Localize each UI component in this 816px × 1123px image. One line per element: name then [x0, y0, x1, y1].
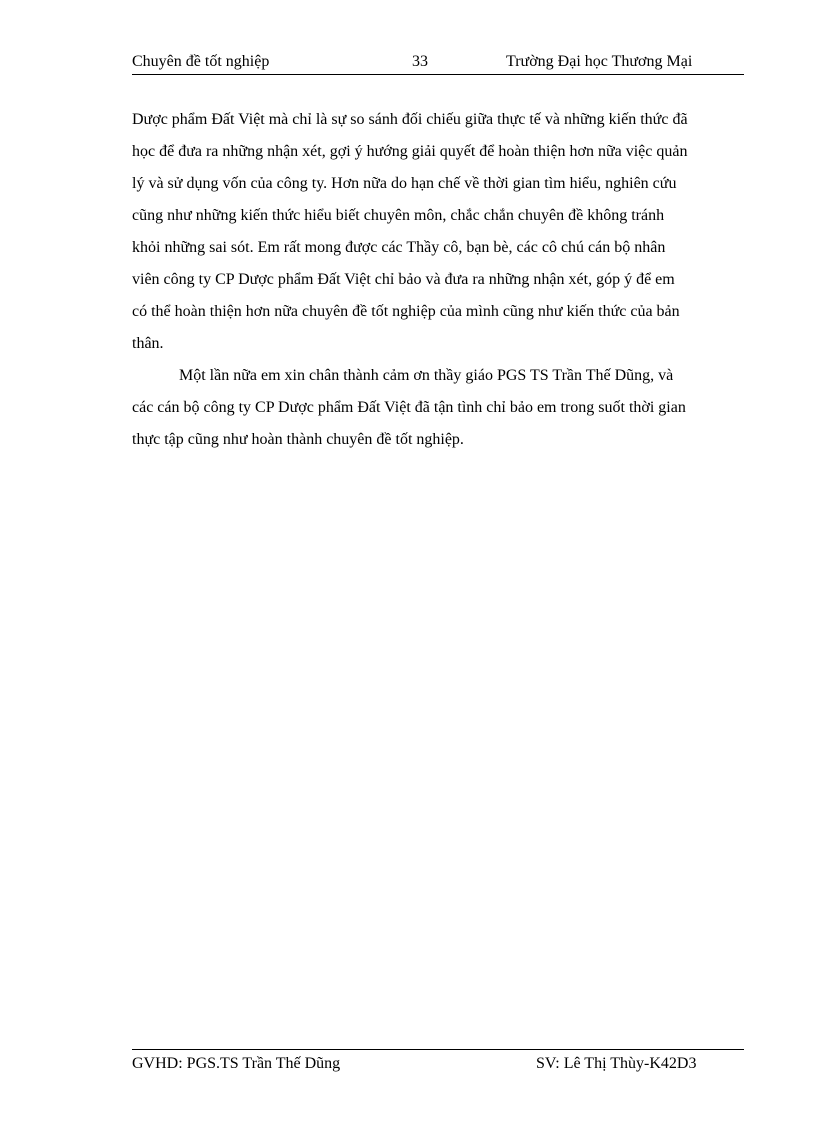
- header-divider: [132, 74, 744, 75]
- page-header: [132, 50, 742, 74]
- body-text: [132, 104, 744, 456]
- body-line-3: lý và sử dụng vốn của công ty. Hơn nữa do hạn chế về thời gian tìm hiểu, nghiên cứu: [132, 175, 677, 192]
- body-line-6: viên công ty CP Dược phẩm Đất Việt chỉ bảo và đưa ra những nhận xét, góp ý để em: [132, 271, 675, 288]
- footer-divider: [132, 1049, 744, 1050]
- body-line-10: các cán bộ công ty CP Dược phẩm Đất Việt đã tận tình chỉ bảo em trong suốt thời gian: [132, 399, 686, 416]
- header-page-number: 33: [412, 53, 428, 70]
- body-line-7: có thể hoàn thiện hơn nữa chuyên đề tốt nghiệp của mình cũng như kiến thức của bản: [132, 303, 680, 320]
- body-line-8: thân.: [132, 335, 164, 352]
- body-line-11: thực tập cũng như hoàn thành chuyên đề tốt nghiệp.: [132, 431, 464, 448]
- body-line-5: khỏi những sai sót. Em rất mong được các Thầy cô, bạn bè, các cô chú cán bộ nhân: [132, 239, 666, 256]
- body-line-2: học để đưa ra những nhận xét, gợi ý hướng giải quyết để hoàn thiện hơn nữa việc quản: [132, 143, 688, 160]
- body-line-9: Một lần nữa em xin chân thành cảm ơn thầy giáo PGS TS Trần Thế Dũng, và: [179, 367, 674, 384]
- footer-supervisor: GVHD: PGS.TS Trần Thế Dũng: [132, 1055, 341, 1072]
- footer-student: SV: Lê Thị Thùy-K42D3: [536, 1055, 697, 1072]
- header-document-title: Chuyên đề tốt nghiệp: [132, 53, 270, 70]
- header-university-name: Trường Đại học Thương Mại: [506, 53, 693, 70]
- body-line-1: Dược phẩm Đất Việt mà chỉ là sự so sánh đối chiếu giữa thực tế và những kiến thức đã: [132, 111, 688, 128]
- body-line-4: cũng như những kiến thức hiểu biết chuyên môn, chắc chắn chuyên đề không tránh: [132, 207, 665, 224]
- page-footer: [132, 1052, 744, 1076]
